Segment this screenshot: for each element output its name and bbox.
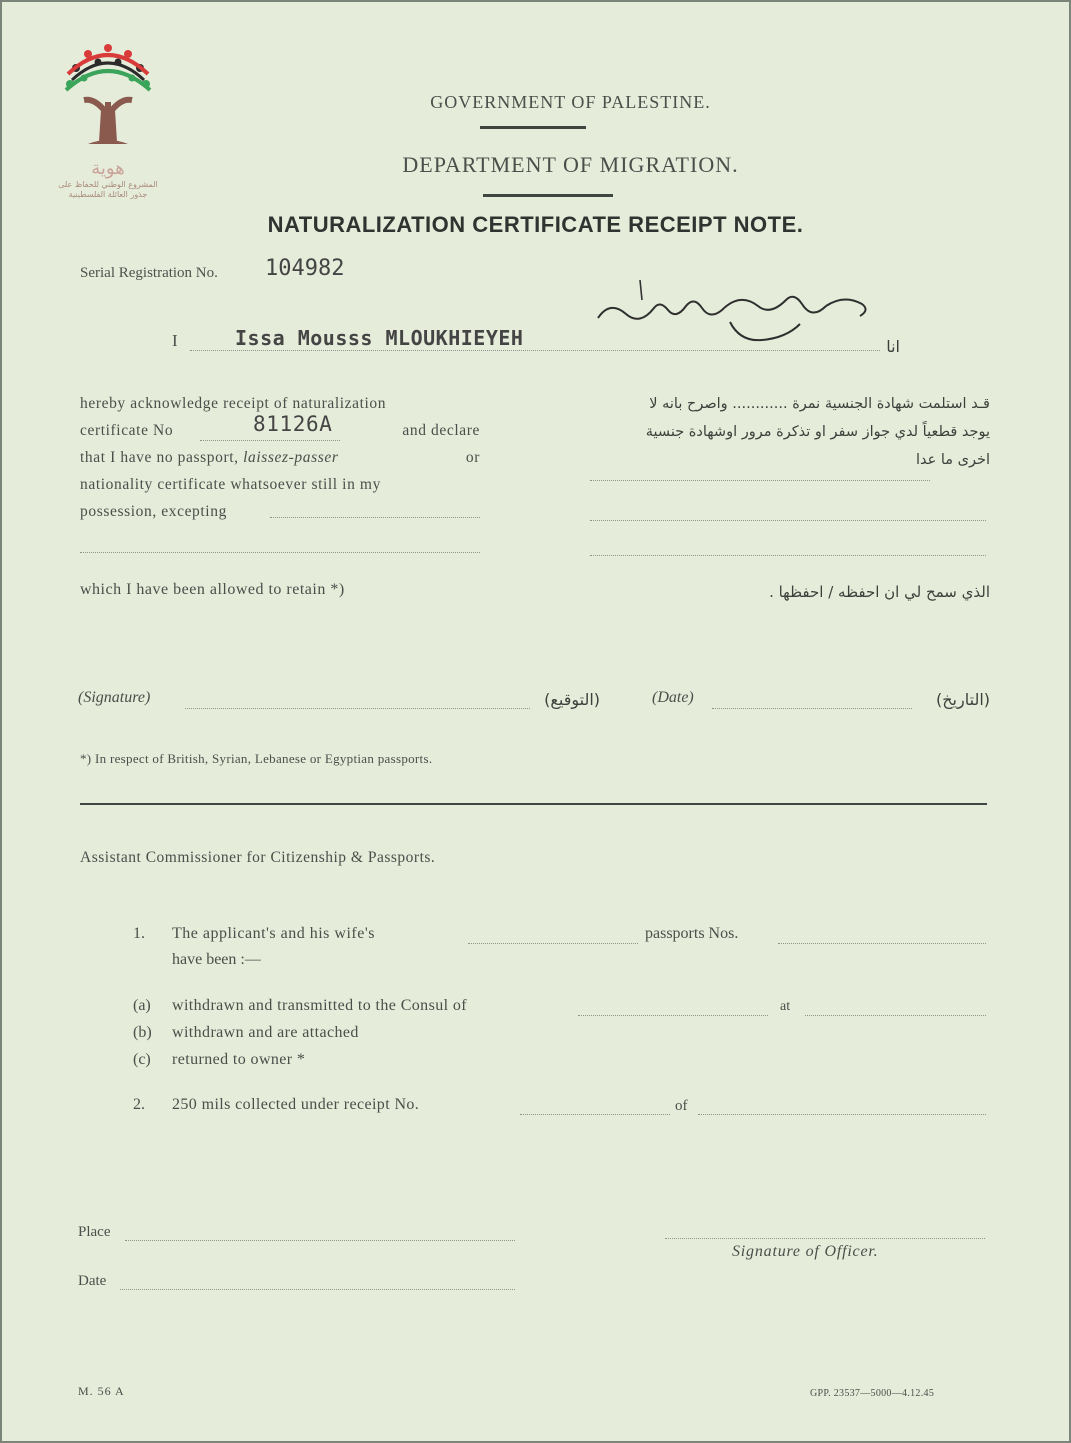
signature-arabic: (التوقيع) [544, 690, 600, 709]
arabic-line-3: اخرى ما عدا [915, 452, 990, 468]
arabic-prefix: انا [886, 337, 900, 356]
officer-signature-line [665, 1238, 985, 1239]
date-label: (Date) [652, 689, 694, 706]
form-code: M. 56 A [78, 1384, 125, 1398]
english-line-1: hereby acknowledge receipt of naturalization [80, 395, 387, 412]
signature-label: (Signature) [78, 689, 151, 706]
declarant-prefix: I [172, 331, 178, 350]
laissez-passer-text: laissez-passer [243, 449, 339, 466]
retain-arabic: الذي سمح لي ان احفظه / احفظها . [769, 583, 990, 601]
excepting-dots-2 [80, 552, 480, 553]
arabic-line-1: قـد استلمت شهادة الجنسية نمرة ............ واصرح بانه لا [649, 396, 990, 412]
header-rule-2 [483, 194, 613, 197]
line3-end: or [465, 449, 480, 466]
government-heading: GOVERNMENT OF PALESTINE. [430, 92, 711, 112]
serial-number: 104982 [265, 256, 345, 281]
date-footer-dots [120, 1289, 515, 1290]
arabic-dots-3 [590, 555, 986, 556]
logo-caption-1: المشروع الوطني للحفاظ على [58, 180, 158, 189]
date-footer-label: Date [78, 1273, 107, 1289]
item2-number: 2. [133, 1096, 145, 1113]
and-declare: and declare [402, 422, 480, 439]
receipt-dots [520, 1114, 670, 1115]
arabic-line-2: يوجد قطعياً لدي جواز سفر او تذكرة مرور اوشهادة جنسية [645, 424, 990, 440]
declarant-name: Issa Mousss MLOUKHIEYEH [235, 326, 524, 350]
item-c-label: (c) [133, 1051, 151, 1068]
item-a-label: (a) [133, 997, 151, 1014]
english-line-3 [80, 444, 480, 471]
serial-label: Serial Registration No. [80, 265, 218, 281]
item1-have-been: have been :— [172, 951, 261, 968]
item-c-text: returned to owner * [172, 1051, 306, 1068]
item1-text: The applicant's and his wife's [172, 925, 375, 942]
item-a-text: withdrawn and transmitted to the Consul of [172, 997, 467, 1014]
english-line-5: possession, excepting [80, 503, 227, 520]
officer-signature-label: Signature of Officer. [732, 1243, 879, 1260]
place-dots [125, 1240, 515, 1241]
logo-caption-2: جذور العائلة الفلسطينية [68, 190, 148, 199]
item-b-label: (b) [133, 1024, 152, 1041]
at-dots [805, 1015, 986, 1016]
english-declaration [80, 390, 480, 525]
of-dots [698, 1114, 986, 1115]
date-arabic: (التاريخ) [935, 690, 990, 709]
item-b-text: withdrawn and are attached [172, 1024, 359, 1041]
arabic-dots-2 [590, 520, 986, 521]
handwritten-arabic-signature [590, 270, 890, 360]
footnote: *) In respect of British, Syrian, Lebanese or Egyptian passports. [80, 751, 433, 766]
excepting-dots [270, 517, 480, 518]
item1-dots-1 [468, 943, 638, 944]
line3-start: that I have no passport, [80, 449, 239, 466]
print-code: GPP. 23537—5000—4.12.45 [810, 1388, 935, 1399]
item2-of: of [675, 1098, 688, 1114]
item1-dots-2 [778, 943, 986, 944]
item1-passports: passports Nos. [645, 925, 739, 942]
header-rule-1 [480, 126, 586, 129]
department-heading: DEPARTMENT OF MIGRATION. [402, 152, 739, 177]
date-dots [712, 708, 912, 709]
cert-dots [200, 440, 340, 441]
item1-number: 1. [133, 925, 145, 942]
place-label: Place [78, 1224, 111, 1240]
english-line-4: nationality certificate whatsoever still in my [80, 476, 381, 493]
certificate-number: 81126A [253, 412, 333, 436]
retain-english: which I have been allowed to retain *) [80, 581, 345, 598]
document-title: NATURALIZATION CERTIFICATE RECEIPT NOTE. [267, 212, 804, 237]
commissioner-heading: Assistant Commissioner for Citizenship & Passports. [80, 849, 436, 866]
signature-dots [185, 708, 530, 709]
item2-text: 250 mils collected under receipt No. [172, 1096, 420, 1113]
logo-brand: هوية [91, 158, 125, 179]
section-divider [80, 803, 987, 805]
item-a-at: at [780, 999, 791, 1014]
consul-dots [578, 1015, 768, 1016]
arabic-dots-1 [590, 480, 930, 481]
certificate-label: certificate No [80, 422, 174, 439]
arabic-declaration [586, 390, 990, 474]
